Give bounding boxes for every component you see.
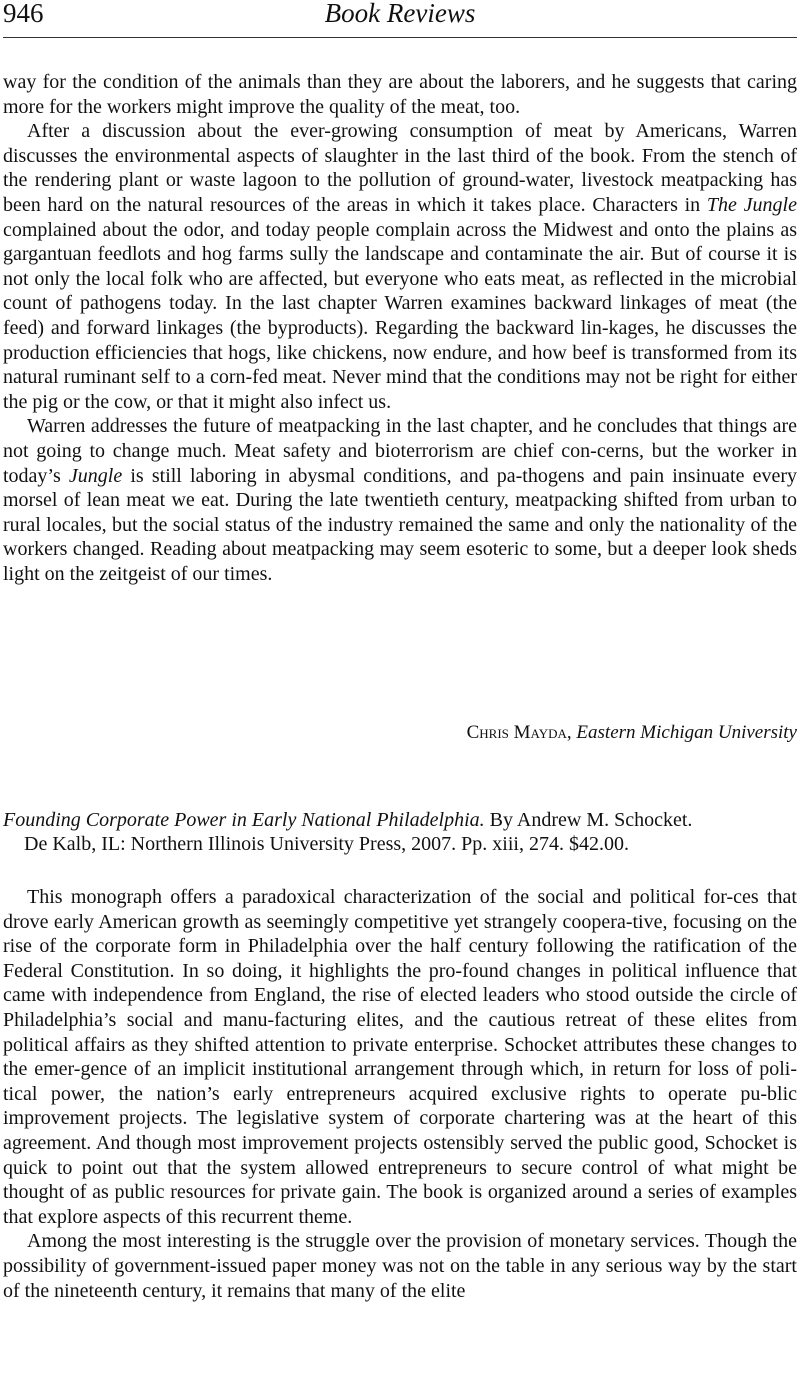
page [3,0,797,1302]
reviewer-name: Chris Mayda [466,722,567,743]
reviewer-affiliation: Eastern Michigan University [576,722,797,743]
paragraph-text: Warren addresses the future of meatpacking in the last chapter, and he concludes that things are not going to change much. Meat safety and bioterrorism are chief con-cerns, but the worker in today’s [3,415,797,487]
reviewer-signature: Chris Mayda, Eastern Michigan University [466,722,797,743]
book-title: Founding Corporate Power in Early National Philadelphia. [3,809,485,831]
review-two-paragraph-2: Among the most interesting is the struggle over the provision of monetary services. Though the possibility of government-issued paper money was not on the table in any serious way by the start of the nineteenth century, it remains that many of the elite [3,1230,797,1302]
review-two-paragraph-1: This monograph offers a paradoxical characterization of the social and political for-ces that drove early American growth as seemingly competitive yet strangely coopera-tive, focusing on the rise of the corporate form in Philadelphia over the half century following the ratification of the Federal Constitution. In so doing, it highlights the pro-found changes in political influence that came with independence from England, the rise of elected leaders who stood outside the circle of Philadelphia’s social and manu-facturing elites, and the cautious retreat of these elites from political affairs as they shifted attention to private enterprise. Schocket attributes these changes to the emer-gence of an implicit institutional arrangement through which, in return for loss of poli-tical power, the nation’s early entrepreneurs acquired exclusive rights to operate pu-blic improvement projects. The legislative system of corporate chartering was at the heart of this agreement. And though most improvement projects ostensibly served the public good, Schocket is quick to point out that the system allowed entrepreneurs to secure control of what might be thought of as public resources for private gain. The book is organized around a series of examples that explore aspects of this recurrent theme. [3,886,797,1228]
page-header [3,0,797,40]
running-head: Book Reviews [324,0,476,28]
review-one-paragraph-environment [3,119,797,414]
citation-publication: De Kalb, IL: Northern Illinois University Press, 2007. Pp. xiii, 274. $42.00. [24,833,629,855]
review-one-paragraph-future [3,414,797,586]
review-one-paragraph-continuation: way for the condition of the animals than they are about the laborers, and he suggests that caring more for the workers might improve the quality of the meat, too. [3,71,797,118]
review-two-body [3,885,797,1303]
book-citation [3,808,797,856]
book-title-reference: Jungle [68,464,123,487]
paragraph-text: After a discussion about the ever-growing consumption of meat by Americans, Warren discusses the environmental aspects of slaughter in the last third of the book. From the stench of the rendering plant or waste lagoon to the pollution of ground-water, livestock meatpacking has been hard on the natural resources of the areas in which it takes place. Characters in [3,120,797,216]
review-one-body [3,70,797,586]
paragraph-text: complained about the odor, and today people complain across the Midwest and onto the plains as gargantuan feedlots and hog farms sully the landscape and contaminate the air. But of course it is not only the local folk who are affected, but everyone who eats meat, as reflected in the microbial count of pathogens today. In the last chapter Warren examines backward linkages of meat (the feed) and forward linkages (the byproducts). Regarding the backward lin-kages, he discusses the production efficiencies that hogs, like chickens, now endure, and how beef is transformed from its natural ruminant self to a corn-fed meat. Never mind that the conditions may not be right for either the pig or the cow, or that it might also infect us. [3,218,797,413]
paragraph-text: is still laboring in abysmal conditions, and pa-thogens and pain insinuate every morsel of lean meat we eat. During the late twentieth century, meatpacking shifted from urban to rural locales, but the social status of the industry remained the same and only the nationality of the workers changed. Reading about meatpacking may seem esoteric to some, but a deeper look sheds light on the zeitgeist of our times. [3,464,797,585]
book-title-reference: The Jungle [706,193,797,216]
book-author: By Andrew M. Schocket. [484,809,693,831]
header-rule [3,37,797,38]
page-number: 946 [3,0,44,28]
citation-line-title [3,808,797,832]
